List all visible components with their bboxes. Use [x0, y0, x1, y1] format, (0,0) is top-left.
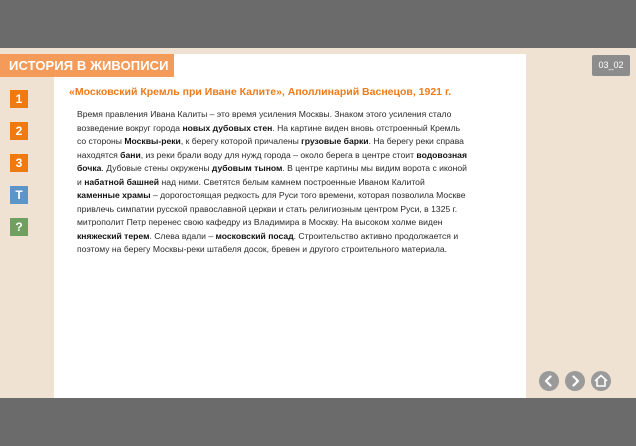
text-segment: . Строительство активно продолжается и поэтому на берегу Москвы-реки штабеля досок, бревен и другого строительного материала. [77, 230, 459, 254]
highlighted-term: новых дубовых стен [182, 122, 273, 133]
slide-2-button[interactable]: 2 [10, 122, 28, 140]
text-segment: . На картине виден вновь отстроенный Кремль со стороны [77, 122, 461, 146]
text-segment: . Слева вдали – [149, 230, 216, 241]
text-segment: – дорогостоящая редкость для Руси того времени, которая позволила Москве привлечь симпатии русской православной церкви и стать религиозным центром Руси, в 1325 г. митрополит Петр перенес свою кафедру из Владимира в Москву. На высоком холме виден [77, 190, 466, 227]
highlighted-term: Москвы-реки [124, 136, 181, 146]
description-text [77, 108, 467, 257]
text-segment: Время правления Ивана Калиты – это время усиления Москвы. Знаком этого усиления стало возведение вокруг города [77, 109, 452, 133]
home-icon [591, 371, 611, 391]
highlighted-term: каменные храмы [77, 190, 151, 200]
highlighted-term: бани [120, 149, 141, 160]
text-segment: . Дубовые стены окружены [101, 163, 212, 173]
text-segment: , к берегу которой причалены [180, 136, 302, 146]
highlighted-term: грузовые барки [301, 136, 369, 146]
painting-heading: «Московский Кремль при Иване Калите», Аполлинарий Васнецов, 1921 г. [69, 86, 452, 98]
next-button[interactable] [565, 371, 585, 391]
text-segment: , из реки брали воду для нужд города – около берега в центре стоит [140, 149, 417, 160]
text-segment: над ними. Светятся белым камнем построенные Иваном Калитой [159, 176, 425, 187]
quiz-button[interactable]: ? [10, 218, 28, 236]
arrow-left-icon [539, 371, 559, 391]
prev-button[interactable] [539, 371, 559, 391]
top-letterbox [0, 0, 636, 48]
section-title: ИСТОРИЯ В ЖИВОПИСИ [0, 54, 174, 77]
page-number-badge: 03_02 [592, 55, 630, 76]
highlighted-term: набатной башней [84, 176, 160, 187]
slide-1-button[interactable]: 1 [10, 90, 28, 108]
text-segment: . В центре картины мы видим ворота с иконой и [77, 163, 467, 187]
highlighted-term: московский посад [215, 230, 294, 241]
highlighted-term: водовозная бочка [77, 149, 467, 173]
bottom-letterbox [0, 398, 636, 446]
slide-3-button[interactable]: 3 [10, 154, 28, 172]
text-segment: . На берегу реки справа находятся [77, 136, 464, 160]
highlighted-term: дубовым тыном [211, 163, 283, 173]
home-button[interactable] [591, 371, 611, 391]
text-button[interactable]: T [10, 186, 28, 204]
highlighted-term: княжеский терем [77, 230, 150, 241]
arrow-right-icon [565, 371, 585, 391]
